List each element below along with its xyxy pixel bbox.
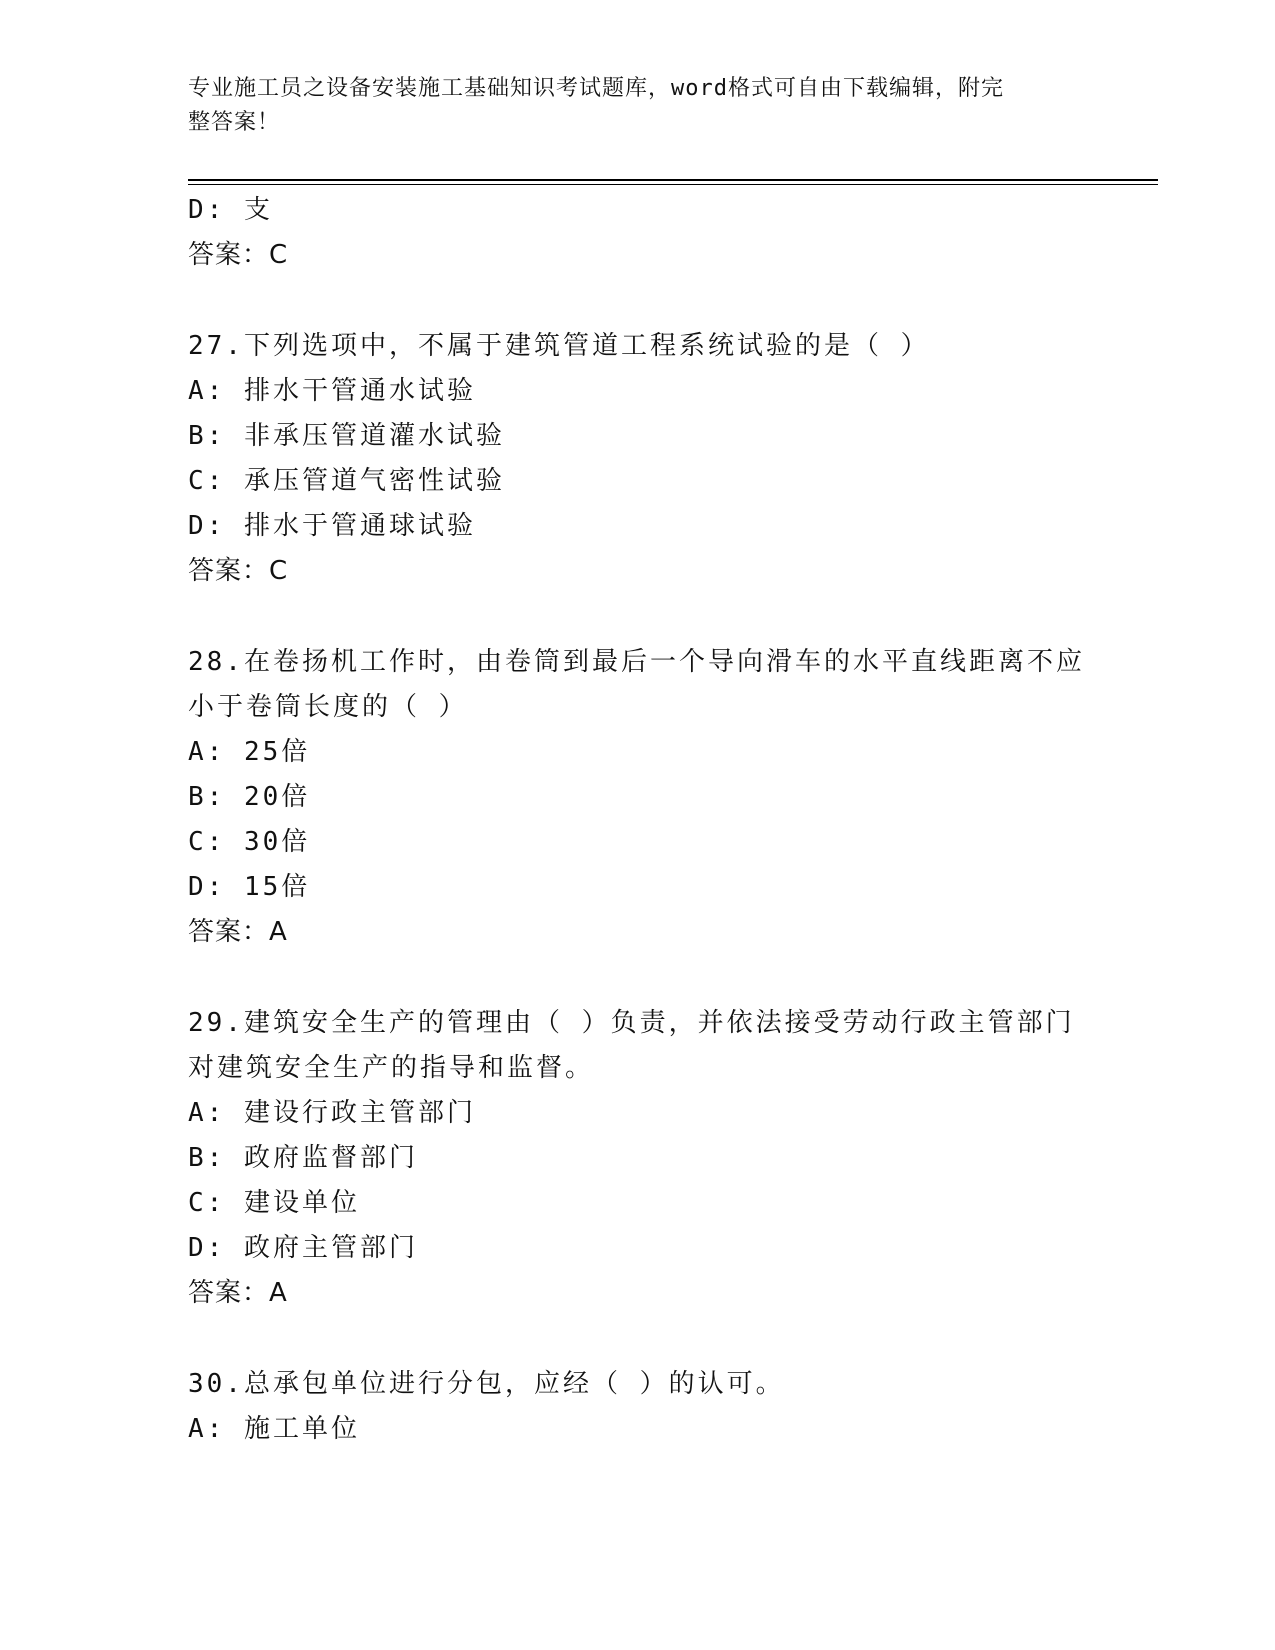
option-b: B: 20倍 [188, 782, 311, 812]
option-c: C: 30倍 [188, 827, 311, 857]
option-a: A: 施工单位 [188, 1414, 360, 1444]
option-a: A: 建设行政主管部门 [188, 1098, 476, 1128]
option-c: C: 承压管道气密性试验 [188, 466, 505, 496]
question-block-27 [188, 324, 1088, 594]
answer-line: 答案：A [188, 1278, 288, 1308]
option-d: D: 支 [188, 195, 273, 225]
question-stem: 28.在卷扬机工作时，由卷筒到最后一个导向滑车的水平直线距离不应 [188, 647, 1085, 677]
question-stem: 27.下列选项中，不属于建筑管道工程系统试验的是（ ） [188, 331, 930, 361]
option-d: D: 政府主管部门 [188, 1233, 418, 1263]
question-block-29 [188, 1001, 1088, 1316]
answer-line: 答案：C [188, 240, 289, 270]
option-a: A: 25倍 [188, 737, 311, 767]
question-stem: 29.建筑安全生产的管理由（ ）负责，并依法接受劳动行政主管部门 [188, 1008, 1075, 1038]
question-block-28 [188, 640, 1088, 955]
answer-line: 答案：A [188, 917, 288, 947]
question-stem: 30.总承包单位进行分包，应经（ ）的认可。 [188, 1369, 785, 1399]
header-line-1: 专业施工员之设备安装施工基础知识考试题库，word格式可自由下载编辑，附完 [188, 76, 1004, 101]
question-list [188, 188, 1088, 1452]
option-b: B: 政府监督部门 [188, 1143, 418, 1173]
option-c: C: 建设单位 [188, 1188, 360, 1218]
option-b: B: 非承压管道灌水试验 [188, 421, 505, 451]
question-stem-continued: 小于卷筒长度的（ ） [188, 692, 468, 722]
document-header [188, 72, 1068, 140]
header-divider-thin [188, 184, 1158, 185]
option-d: D: 排水于管通球试验 [188, 511, 476, 541]
answer-line: 答案：C [188, 556, 289, 586]
header-line-2: 整答案！ [188, 110, 281, 135]
question-stem-continued: 对建筑安全生产的指导和监督。 [188, 1053, 595, 1083]
question-block-30 [188, 1362, 1088, 1452]
option-a: A: 排水干管通水试验 [188, 376, 476, 406]
option-d: D: 15倍 [188, 872, 311, 902]
header-divider-thick [188, 179, 1158, 181]
